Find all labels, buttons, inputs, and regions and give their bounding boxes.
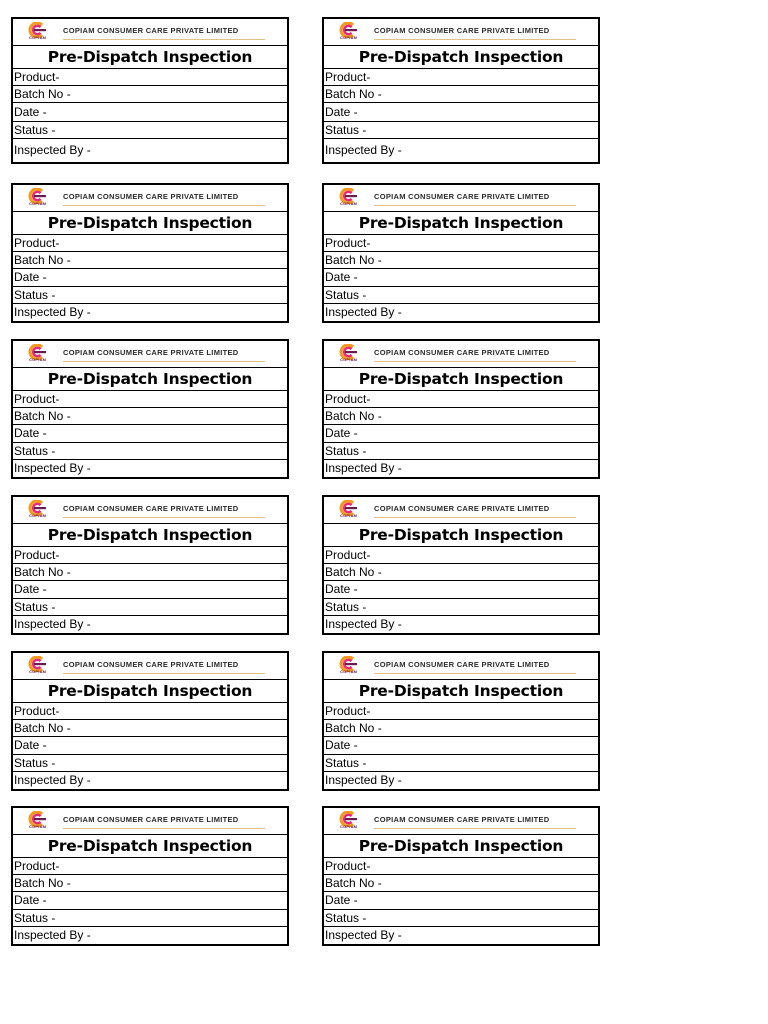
header-divider bbox=[63, 673, 265, 674]
company-name: COPIAM CONSUMER CARE PRIVATE LIMITED bbox=[374, 192, 550, 201]
field-product: Product- bbox=[13, 235, 287, 252]
field-status: Status - bbox=[324, 287, 598, 304]
field-inspected-by: Inspected By - bbox=[325, 305, 402, 319]
field-product: Product- bbox=[13, 69, 287, 86]
logo-wordmark: COPIAM bbox=[340, 35, 358, 40]
field-inspected-by: Inspected By - bbox=[14, 773, 91, 787]
logo-wordmark: COPIAM bbox=[29, 669, 47, 674]
label-header bbox=[13, 19, 287, 46]
company-name: COPIAM CONSUMER CARE PRIVATE LIMITED bbox=[374, 26, 550, 35]
field-product: Product- bbox=[13, 858, 287, 875]
field-status: Status - bbox=[324, 443, 598, 460]
field-product: Product- bbox=[324, 547, 598, 564]
field-status: Status - bbox=[13, 599, 287, 616]
field-status: Status - bbox=[324, 910, 598, 927]
field-inspected-by: Inspected By - bbox=[325, 773, 402, 787]
field-batch-no: Batch No - bbox=[324, 564, 598, 581]
label-header bbox=[324, 19, 598, 46]
header-divider bbox=[63, 205, 265, 206]
header-divider bbox=[63, 517, 265, 518]
field-batch-no: Batch No - bbox=[13, 408, 287, 425]
field-status: Status - bbox=[13, 755, 287, 772]
label-title: Pre-Dispatch Inspection bbox=[13, 524, 287, 547]
field-date: Date - bbox=[324, 103, 598, 122]
field-inspected-by: Inspected By - bbox=[14, 143, 91, 157]
field-product: Product- bbox=[324, 235, 598, 252]
field-date: Date - bbox=[324, 581, 598, 599]
field-status: Status - bbox=[13, 910, 287, 927]
header-divider bbox=[63, 828, 265, 829]
label-title: Pre-Dispatch Inspection bbox=[13, 368, 287, 391]
label-title: Pre-Dispatch Inspection bbox=[324, 524, 598, 547]
field-product: Product- bbox=[324, 858, 598, 875]
field-date: Date - bbox=[13, 737, 287, 755]
copiam-logo-icon bbox=[336, 811, 366, 833]
field-batch-no: Batch No - bbox=[13, 875, 287, 892]
company-name: COPIAM CONSUMER CARE PRIVATE LIMITED bbox=[374, 348, 550, 357]
field-batch-no: Batch No - bbox=[324, 875, 598, 892]
label-title: Pre-Dispatch Inspection bbox=[324, 835, 598, 858]
field-batch-no: Batch No - bbox=[324, 720, 598, 737]
field-product: Product- bbox=[324, 703, 598, 720]
field-status: Status - bbox=[324, 599, 598, 616]
inspection-label-5 bbox=[11, 339, 289, 479]
field-status: Status - bbox=[13, 122, 287, 139]
company-name: COPIAM CONSUMER CARE PRIVATE LIMITED bbox=[63, 348, 239, 357]
company-name: COPIAM CONSUMER CARE PRIVATE LIMITED bbox=[63, 26, 239, 35]
field-date: Date - bbox=[324, 425, 598, 443]
copiam-logo-icon bbox=[25, 344, 55, 366]
field-date: Date - bbox=[13, 425, 287, 443]
inspection-label-2 bbox=[322, 17, 600, 164]
copiam-logo-icon bbox=[336, 500, 366, 522]
company-name: COPIAM CONSUMER CARE PRIVATE LIMITED bbox=[63, 504, 239, 513]
header-divider bbox=[374, 673, 576, 674]
logo-wordmark: COPIAM bbox=[29, 357, 47, 362]
field-inspected-by: Inspected By - bbox=[14, 617, 91, 631]
copiam-logo-icon bbox=[25, 811, 55, 833]
field-batch-no: Batch No - bbox=[13, 252, 287, 269]
logo-wordmark: COPIAM bbox=[340, 201, 358, 206]
label-title: Pre-Dispatch Inspection bbox=[324, 680, 598, 703]
field-inspected-by: Inspected By - bbox=[325, 928, 402, 942]
inspection-label-10 bbox=[322, 651, 600, 791]
logo-wordmark: COPIAM bbox=[340, 824, 358, 829]
inspection-label-12 bbox=[322, 806, 600, 946]
copiam-logo-icon bbox=[25, 22, 55, 44]
field-inspected-by: Inspected By - bbox=[14, 461, 91, 475]
company-name: COPIAM CONSUMER CARE PRIVATE LIMITED bbox=[63, 815, 239, 824]
label-header bbox=[13, 185, 287, 212]
field-status: Status - bbox=[13, 443, 287, 460]
copiam-logo-icon bbox=[25, 500, 55, 522]
header-divider bbox=[63, 361, 265, 362]
field-batch-no: Batch No - bbox=[13, 720, 287, 737]
field-inspected-by: Inspected By - bbox=[325, 617, 402, 631]
field-date: Date - bbox=[13, 103, 287, 122]
field-inspected-by: Inspected By - bbox=[14, 928, 91, 942]
field-date: Date - bbox=[13, 581, 287, 599]
label-header bbox=[324, 497, 598, 524]
logo-wordmark: COPIAM bbox=[340, 513, 358, 518]
label-title: Pre-Dispatch Inspection bbox=[13, 212, 287, 235]
header-divider bbox=[374, 361, 576, 362]
field-date: Date - bbox=[324, 737, 598, 755]
label-header bbox=[13, 341, 287, 368]
logo-wordmark: COPIAM bbox=[340, 357, 358, 362]
field-date: Date - bbox=[13, 269, 287, 287]
logo-wordmark: COPIAM bbox=[29, 513, 47, 518]
inspection-label-4 bbox=[322, 183, 600, 323]
header-divider bbox=[374, 39, 576, 40]
company-name: COPIAM CONSUMER CARE PRIVATE LIMITED bbox=[63, 660, 239, 669]
field-status: Status - bbox=[13, 287, 287, 304]
field-batch-no: Batch No - bbox=[13, 564, 287, 581]
field-product: Product- bbox=[13, 547, 287, 564]
copiam-logo-icon bbox=[25, 188, 55, 210]
header-divider bbox=[374, 828, 576, 829]
label-header bbox=[13, 808, 287, 835]
label-title: Pre-Dispatch Inspection bbox=[324, 212, 598, 235]
field-product: Product- bbox=[13, 391, 287, 408]
inspection-label-6 bbox=[322, 339, 600, 479]
inspection-label-8 bbox=[322, 495, 600, 635]
inspection-label-1 bbox=[11, 17, 289, 164]
label-header bbox=[324, 653, 598, 680]
company-name: COPIAM CONSUMER CARE PRIVATE LIMITED bbox=[63, 192, 239, 201]
field-batch-no: Batch No - bbox=[324, 86, 598, 103]
label-title: Pre-Dispatch Inspection bbox=[324, 46, 598, 69]
field-product: Product- bbox=[324, 69, 598, 86]
field-date: Date - bbox=[13, 892, 287, 910]
company-name: COPIAM CONSUMER CARE PRIVATE LIMITED bbox=[374, 660, 550, 669]
company-name: COPIAM CONSUMER CARE PRIVATE LIMITED bbox=[374, 815, 550, 824]
copiam-logo-icon bbox=[336, 22, 366, 44]
inspection-label-3 bbox=[11, 183, 289, 323]
label-header bbox=[324, 808, 598, 835]
field-status: Status - bbox=[324, 755, 598, 772]
logo-wordmark: COPIAM bbox=[29, 824, 47, 829]
field-date: Date - bbox=[324, 892, 598, 910]
label-header bbox=[324, 185, 598, 212]
inspection-label-11 bbox=[11, 806, 289, 946]
header-divider bbox=[63, 39, 265, 40]
field-product: Product- bbox=[324, 391, 598, 408]
field-product: Product- bbox=[13, 703, 287, 720]
inspection-label-9 bbox=[11, 651, 289, 791]
field-inspected-by: Inspected By - bbox=[14, 305, 91, 319]
field-inspected-by: Inspected By - bbox=[325, 461, 402, 475]
inspection-label-7 bbox=[11, 495, 289, 635]
field-inspected-by: Inspected By - bbox=[325, 143, 402, 157]
label-title: Pre-Dispatch Inspection bbox=[13, 835, 287, 858]
company-name: COPIAM CONSUMER CARE PRIVATE LIMITED bbox=[374, 504, 550, 513]
field-batch-no: Batch No - bbox=[13, 86, 287, 103]
header-divider bbox=[374, 205, 576, 206]
copiam-logo-icon bbox=[336, 188, 366, 210]
logo-wordmark: COPIAM bbox=[29, 201, 47, 206]
label-header bbox=[13, 497, 287, 524]
header-divider bbox=[374, 517, 576, 518]
label-header bbox=[13, 653, 287, 680]
label-title: Pre-Dispatch Inspection bbox=[324, 368, 598, 391]
field-batch-no: Batch No - bbox=[324, 408, 598, 425]
field-status: Status - bbox=[324, 122, 598, 139]
label-header bbox=[324, 341, 598, 368]
copiam-logo-icon bbox=[25, 656, 55, 678]
logo-wordmark: COPIAM bbox=[29, 35, 47, 40]
field-date: Date - bbox=[324, 269, 598, 287]
logo-wordmark: COPIAM bbox=[340, 669, 358, 674]
label-title: Pre-Dispatch Inspection bbox=[13, 680, 287, 703]
copiam-logo-icon bbox=[336, 656, 366, 678]
label-title: Pre-Dispatch Inspection bbox=[13, 46, 287, 69]
field-batch-no: Batch No - bbox=[324, 252, 598, 269]
copiam-logo-icon bbox=[336, 344, 366, 366]
